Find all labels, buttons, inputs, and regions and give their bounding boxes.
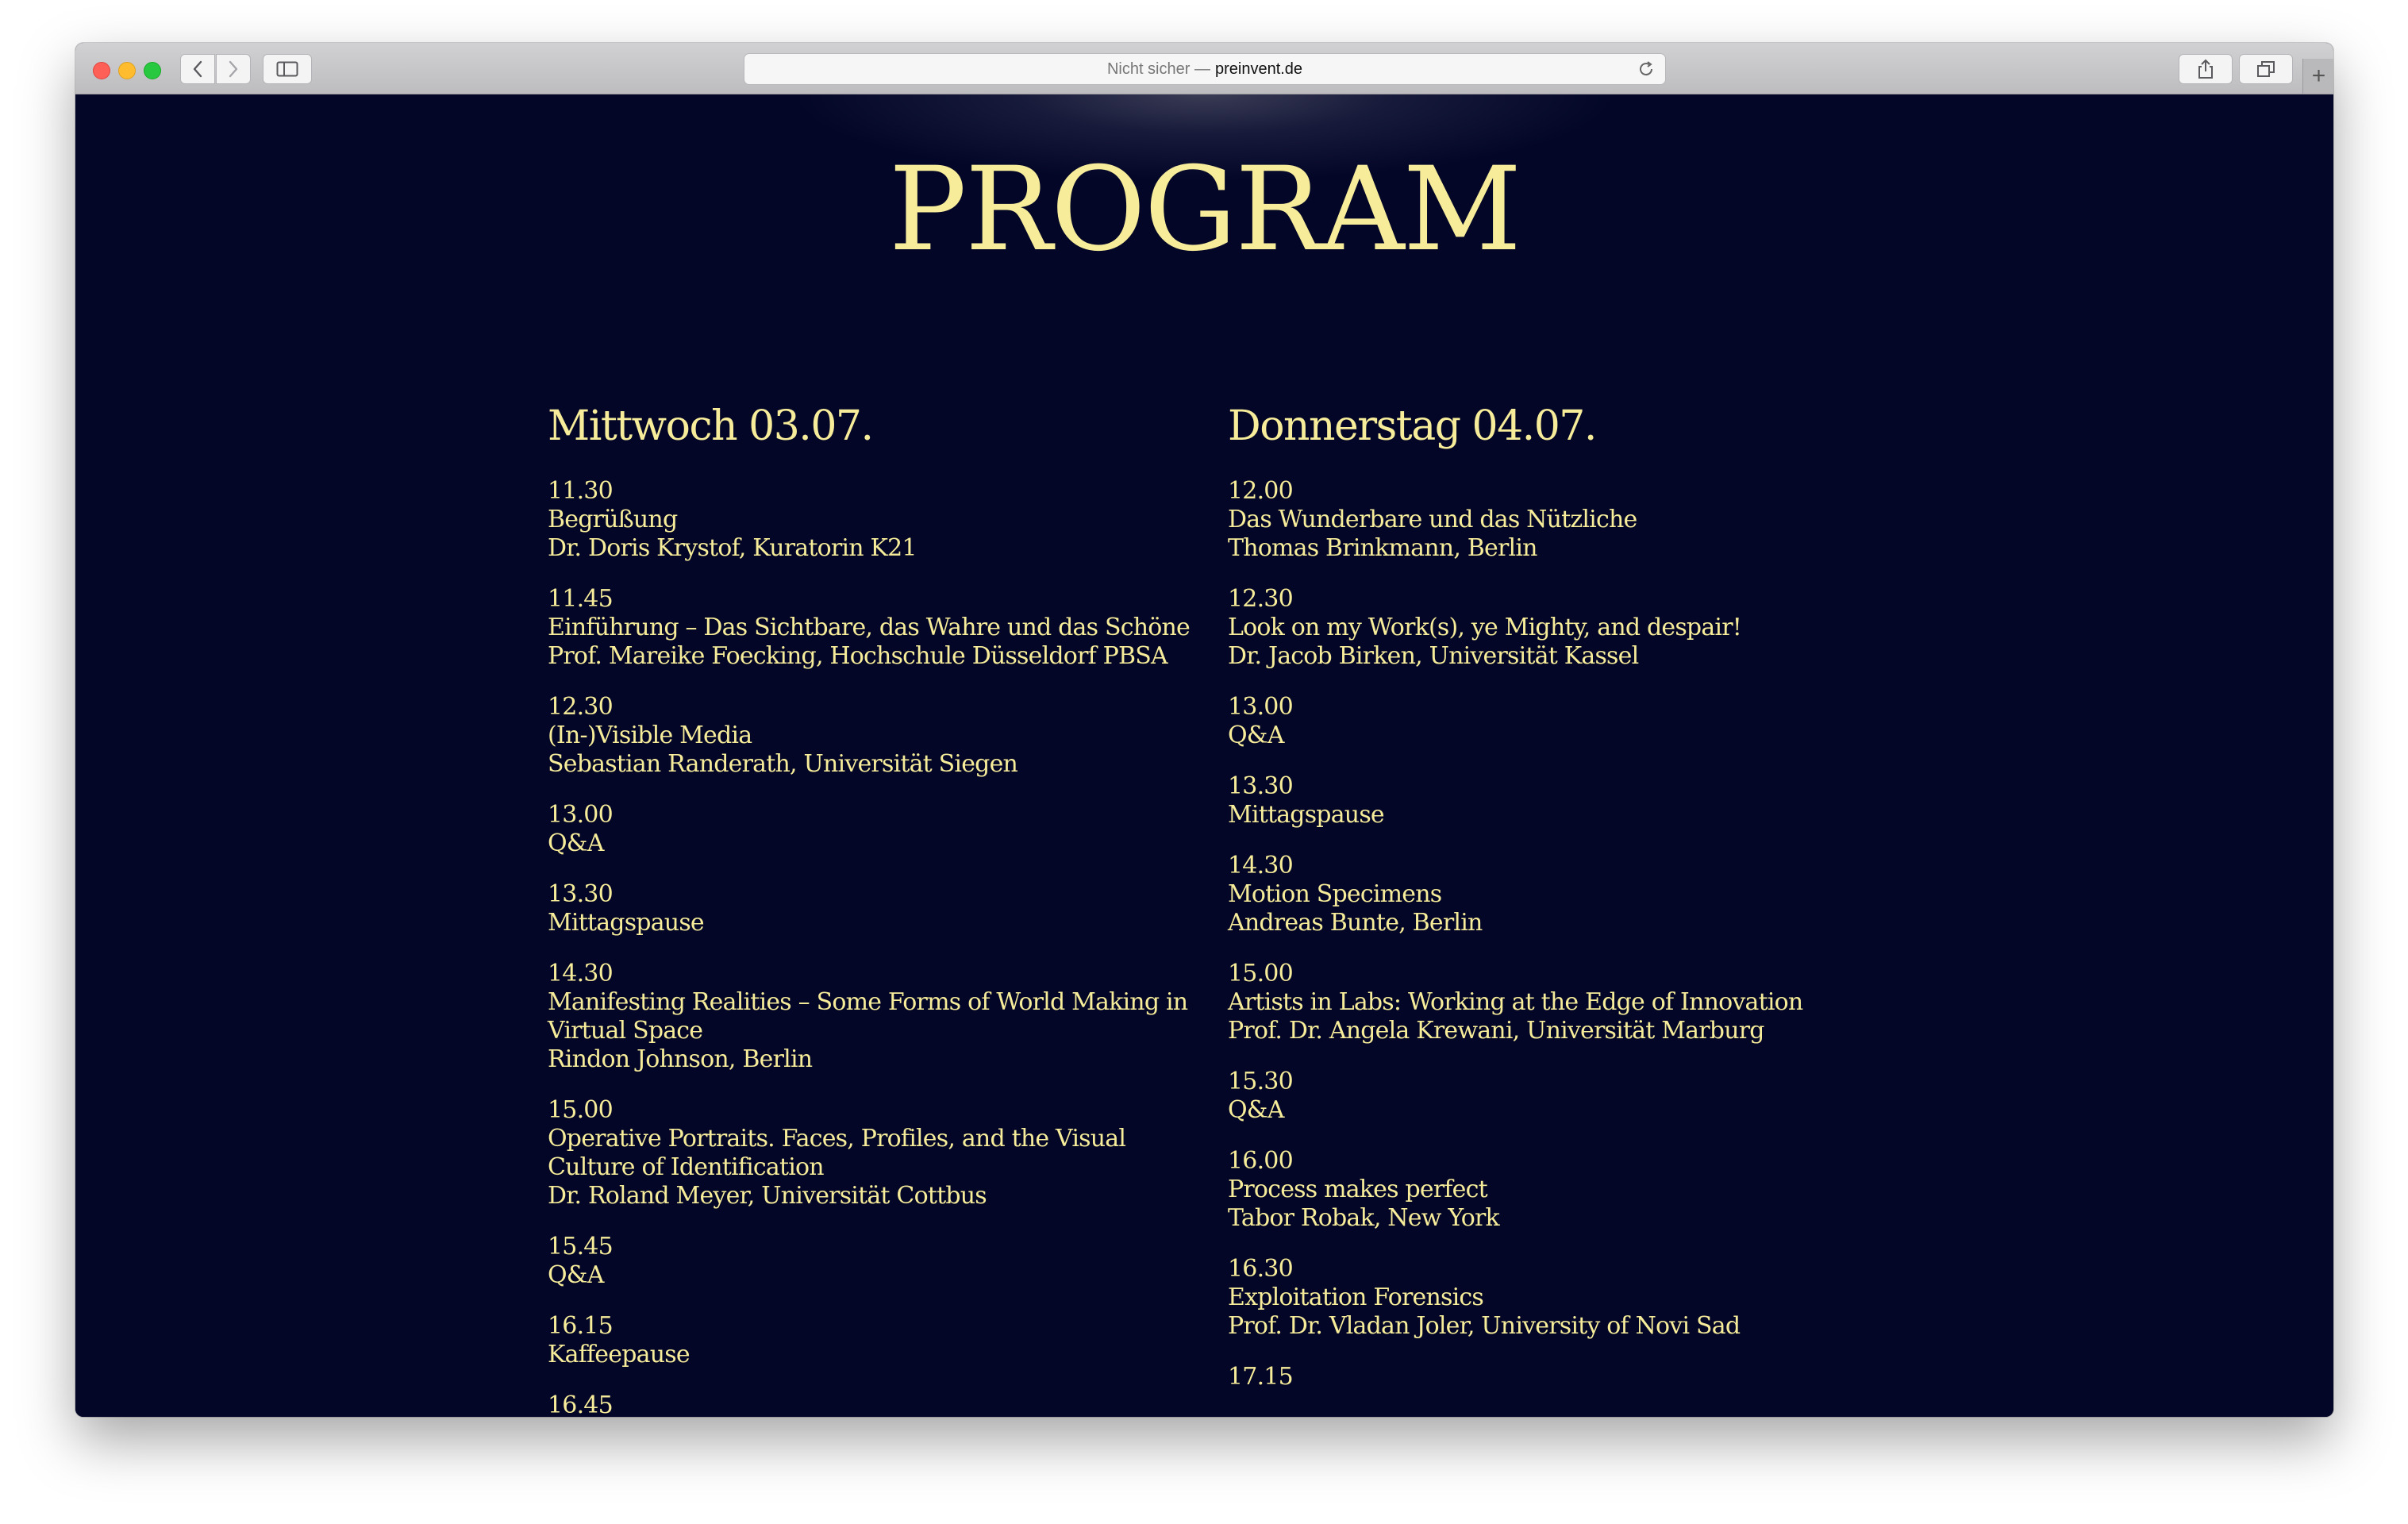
program-entry (548, 1312, 1230, 1369)
entry-time: 17.15 (1228, 1363, 1293, 1391)
address-bar[interactable] (744, 53, 1666, 85)
forward-button[interactable] (216, 54, 251, 84)
entry-time: 13.30 (1228, 772, 1293, 800)
entry-speaker: Thomas Brinkmann, Berlin (1228, 534, 1537, 562)
program-entry (548, 880, 1230, 937)
day-heading: Donnerstag 04.07. (1228, 402, 1596, 450)
entry-speaker: Dr. Jacob Birken, Universität Kassel (1228, 642, 1639, 670)
page-title: PROGRAM (888, 142, 1521, 277)
close-window-button[interactable] (93, 62, 110, 79)
program-entry (1228, 960, 1910, 1045)
program-entry (1228, 477, 1910, 563)
program-entry (548, 1391, 1230, 1417)
chevron-right-icon (228, 60, 239, 78)
entry-speaker: Tabor Robak, New York (1228, 1204, 1499, 1232)
program-entry (1228, 1363, 1910, 1391)
entry-title: Manifesting Realities – Some Forms of World Making in Virtual Space (548, 988, 1188, 1045)
entry-title: Exploitation Forensics (1228, 1283, 1484, 1311)
program-entry (548, 1233, 1230, 1290)
entry-time: 15.30 (1228, 1068, 1293, 1095)
program-entry (1228, 585, 1910, 671)
entry-speaker: Andreas Bunte, Berlin (1228, 909, 1483, 937)
entry-speaker: Dr. Roland Meyer, Universität Cottbus (548, 1182, 987, 1210)
entry-time: 11.30 (548, 477, 613, 505)
minimize-window-button[interactable] (118, 62, 136, 79)
url-domain: preinvent.de (1214, 60, 1303, 78)
sidebar-icon (276, 61, 298, 77)
entry-speaker: Prof. Dr. Angela Krewani, Universität Marburg (1228, 1017, 1764, 1045)
entry-title: Mittagspause (548, 909, 704, 937)
entry-time: 14.30 (1228, 852, 1293, 879)
entry-time: 16.00 (1228, 1147, 1293, 1175)
entry-time: 16.15 (548, 1312, 613, 1340)
entry-time: 12.30 (1228, 585, 1293, 613)
entry-time: 13.00 (548, 801, 613, 829)
entry-time: 15.00 (1228, 960, 1293, 987)
sidebar-toggle-button[interactable] (263, 54, 312, 84)
program-entry (548, 693, 1230, 779)
program-entry (548, 801, 1230, 858)
program-entry (548, 477, 1230, 563)
entry-speaker: Sebastian Randerath, Universität Siegen (548, 750, 1018, 778)
entry-time: 12.00 (1228, 477, 1293, 505)
entry-title: Mittagspause (1228, 801, 1384, 829)
program-entry (1228, 772, 1910, 829)
entry-speaker: Rindon Johnson, Berlin (548, 1045, 813, 1073)
entry-title: Operative Portraits. Faces, Profiles, and the Visual Culture of Identification (548, 1125, 1126, 1181)
entry-speaker: Prof. Mareike Foecking, Hochschule Düsseldorf PBSA (548, 642, 1167, 670)
entry-title: Begrüßung (548, 506, 678, 533)
program-entry (548, 1096, 1230, 1210)
entry-title: Kaffeepause (548, 1341, 690, 1368)
program-entry (1228, 1068, 1910, 1125)
entry-title: Look on my Work(s), ye Mighty, and despair! (1228, 614, 1742, 641)
tab-overview-button[interactable] (2239, 54, 2293, 84)
entry-time: 13.30 (548, 880, 613, 908)
day-column-thursday (1228, 402, 1910, 1414)
entry-time: 12.30 (548, 693, 613, 721)
entry-title: Q&A (548, 829, 604, 857)
new-tab-button[interactable] (2302, 59, 2333, 94)
share-icon (2197, 59, 2214, 79)
security-status: Nicht sicher — (1106, 60, 1210, 78)
entry-time: 15.00 (548, 1096, 613, 1124)
entry-time: 15.45 (548, 1233, 613, 1260)
program-entry (1228, 693, 1910, 750)
entry-title: Q&A (1228, 1096, 1284, 1124)
entry-title: Motion Specimens (1228, 880, 1442, 908)
entry-time: 14.30 (548, 960, 613, 987)
tabs-icon (2256, 60, 2275, 78)
chevron-left-icon (192, 60, 203, 78)
zoom-window-button[interactable] (144, 62, 161, 79)
entry-time: 16.30 (1228, 1255, 1293, 1283)
program-entry (548, 585, 1230, 671)
entry-time: 16.45 (548, 1391, 613, 1417)
program-entry (1228, 1255, 1910, 1341)
entry-title: Einführung – Das Sichtbare, das Wahre und das Schöne (548, 614, 1190, 641)
entry-title: Q&A (548, 1261, 604, 1289)
plus-icon: + (2311, 63, 2326, 89)
browser-toolbar (75, 43, 2333, 94)
entry-title: (In-)Visible Media (548, 722, 752, 749)
share-button[interactable] (2179, 54, 2233, 84)
entry-speaker: Dr. Doris Krystof, Kuratorin K21 (548, 534, 917, 562)
program-entry (1228, 1147, 1910, 1233)
program-entry (1228, 852, 1910, 937)
browser-window (75, 43, 2333, 1417)
entry-speaker: Prof. Dr. Vladan Joler, University of Novi Sad (1228, 1312, 1741, 1340)
program-entry (548, 960, 1230, 1074)
entry-title: Process makes perfect (1228, 1176, 1487, 1203)
back-button[interactable] (180, 54, 215, 84)
day-column-wednesday (548, 402, 1230, 1417)
entry-title: Artists in Labs: Working at the Edge of Innovation (1228, 988, 1803, 1016)
page-content (75, 94, 2333, 1417)
day-heading: Mittwoch 03.07. (548, 402, 873, 450)
entry-time: 11.45 (548, 585, 613, 613)
reload-icon[interactable] (1637, 60, 1656, 79)
entry-title: Q&A (1228, 722, 1284, 749)
entry-title: Das Wunderbare und das Nützliche (1228, 506, 1637, 533)
entry-time: 13.00 (1228, 693, 1293, 721)
